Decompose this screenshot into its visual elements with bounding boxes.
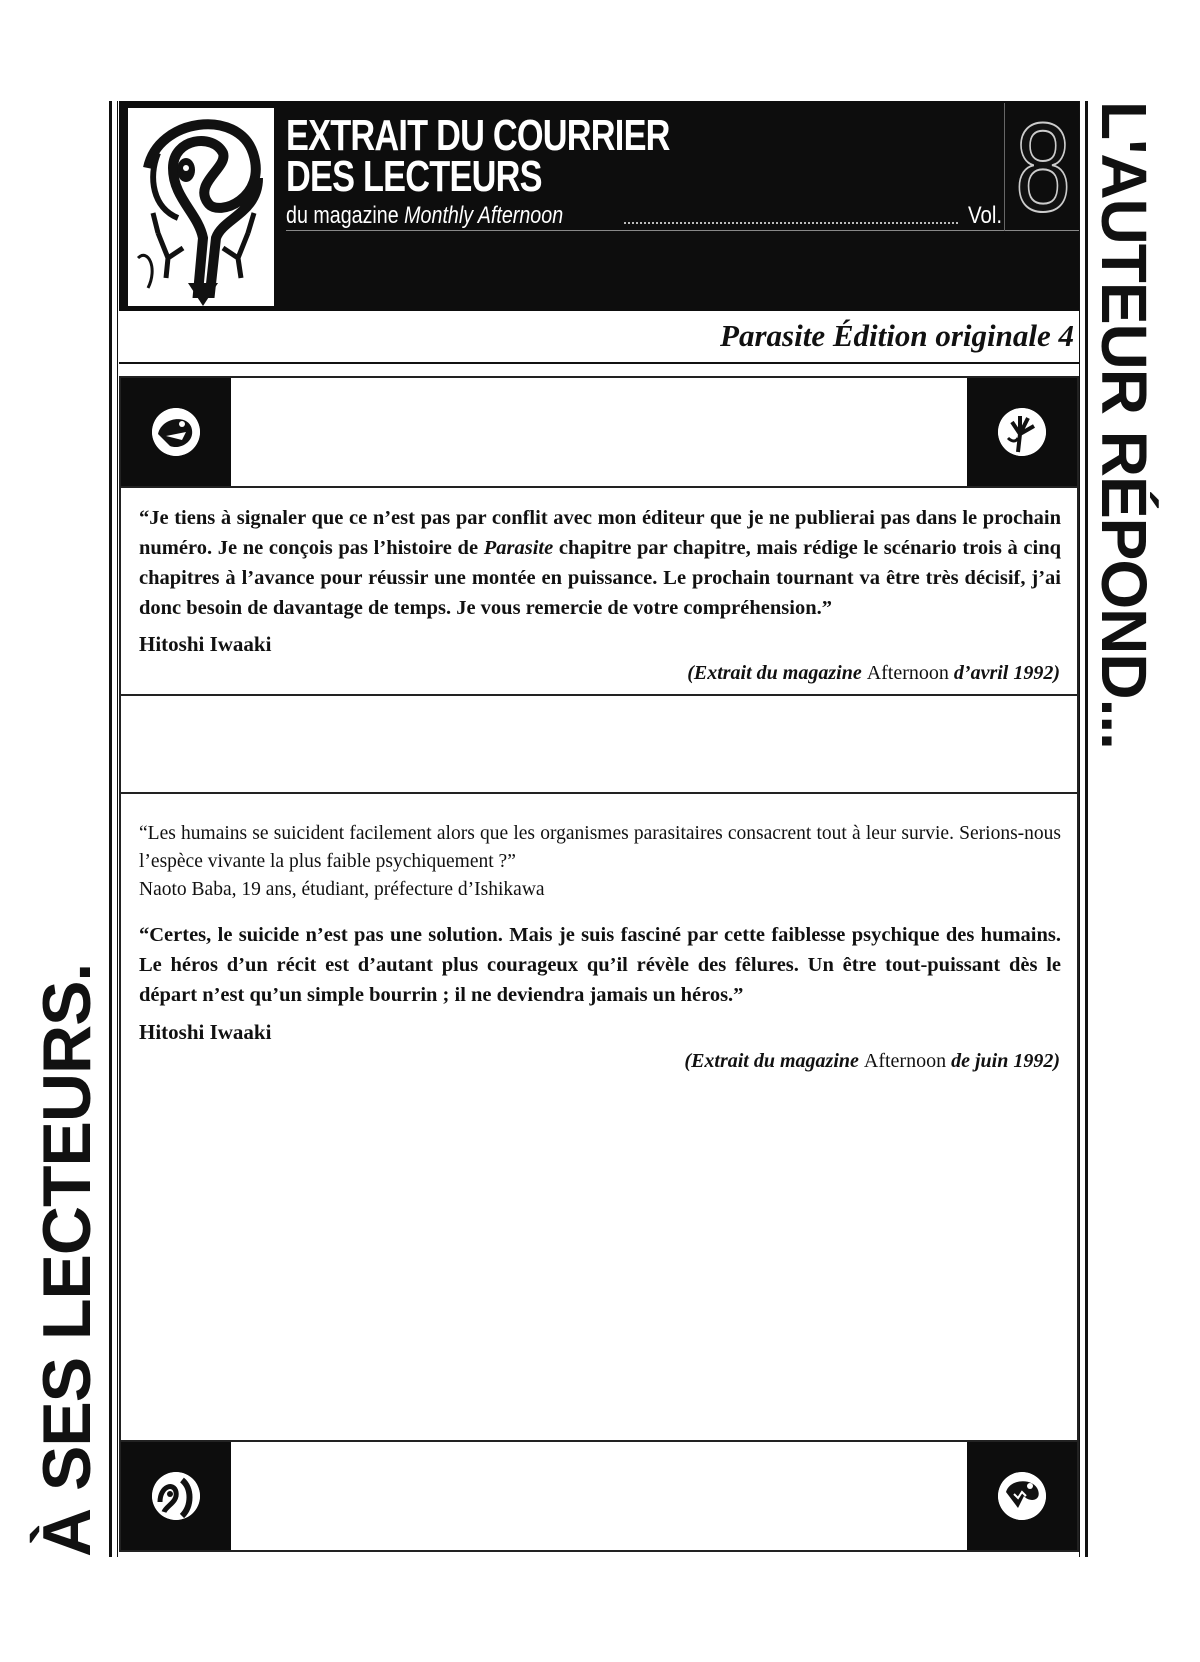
author-statement-part1: “Je tiens à signaler que ce n’est pas par conflit avec mon éditeur que je ne publierai pas dans le prochain numéro. Je ne conçois pas l’histoire de (139, 507, 1061, 559)
header-title-line1: EXTRAIT DU COURRIER (286, 111, 670, 160)
frame-rule-right-inner (1079, 101, 1080, 1557)
grinning-face-icon (152, 408, 200, 456)
decorative-band-top (119, 376, 1079, 488)
author-statement (139, 503, 1061, 623)
parasite-profile-icon (152, 1472, 200, 1520)
parasite-creature-icon (128, 108, 274, 306)
reader-question: “Les humains se suicident facilement alors que les organismes parasitaires consacrent tout à leur survie. Serions-nous l’espèce vivante la plus faible psychiquement ?” (139, 823, 1061, 872)
claw-hand-icon (998, 408, 1046, 456)
author-signature-1: Hitoshi Iwaaki (139, 632, 272, 656)
vol-label: Vol. (967, 202, 1002, 229)
frame-rule-left-inner (117, 101, 118, 1557)
header-title-line2: DES LECTEURS (286, 152, 542, 201)
header-divider (286, 230, 1079, 231)
corner-block-top-right (967, 378, 1077, 486)
header-subtitle (286, 196, 1002, 230)
author-statement-title: Parasite (483, 537, 554, 559)
vol-number: 8 (1015, 97, 1072, 238)
side-heading-left-text: À SES LECTEURS. (29, 963, 105, 1557)
side-heading-left (29, 963, 105, 1557)
corner-block-top-left (121, 378, 231, 486)
author-answer: “Certes, le suicide n’est pas une solution. Mais je suis fasciné par cette faiblesse psychique des humains. Le héros d’un récit est d’autant plus courageux qu’il révèle des fêlures. Un être tout-puissant dès le départ n’est qu’un simple bourrin ; il ne deviendra jamais un héros.” (139, 924, 1061, 1006)
empty-panel (119, 694, 1079, 794)
side-heading-right-text: L'AUTEUR RÉPOND... (1088, 101, 1160, 749)
corner-block-bottom-left (121, 1442, 231, 1550)
reader-signature: Naoto Baba, 19 ans, étudiant, préfecture d’Ishikawa (139, 879, 545, 900)
parasite-mouth-icon (998, 1472, 1046, 1520)
source-1-prefix: (Extrait du magazine (687, 662, 867, 684)
source-2-magazine: Afternoon (863, 1050, 947, 1072)
subtitle-prefix: du magazine (286, 202, 405, 229)
source-2-prefix: (Extrait du magazine (684, 1050, 864, 1072)
source-1-magazine: Afternoon (866, 662, 949, 684)
source-1-date: d’avril 1992) (948, 662, 1060, 684)
source-2-date: de juin 1992) (946, 1050, 1060, 1072)
frame-rule-left (109, 101, 112, 1557)
decorative-band-bottom (119, 1440, 1079, 1552)
author-signature-2: Hitoshi Iwaaki (139, 1020, 272, 1044)
subtitle-text (286, 202, 563, 230)
author-statement-part2: chapitre par chapitre, mais rédige le scénario trois à cinq chapitres à l’avance pour réussir une montée en puissance. Le prochain tournant va être très décisif, j’ai donc besoin de davantage de temps. Je vous remercie de votre compréhension.” (139, 537, 1062, 619)
dotted-leader (624, 221, 958, 224)
subtitle-magazine: Monthly Afternoon (404, 202, 564, 229)
source-citation-2 (684, 1048, 1060, 1074)
edition-underline (119, 362, 1079, 364)
corner-block-bottom-right (967, 1442, 1077, 1550)
source-citation-1 (687, 660, 1060, 686)
edition-title: Parasite Édition originale 4 (720, 318, 1074, 353)
side-heading-right (1088, 101, 1160, 749)
